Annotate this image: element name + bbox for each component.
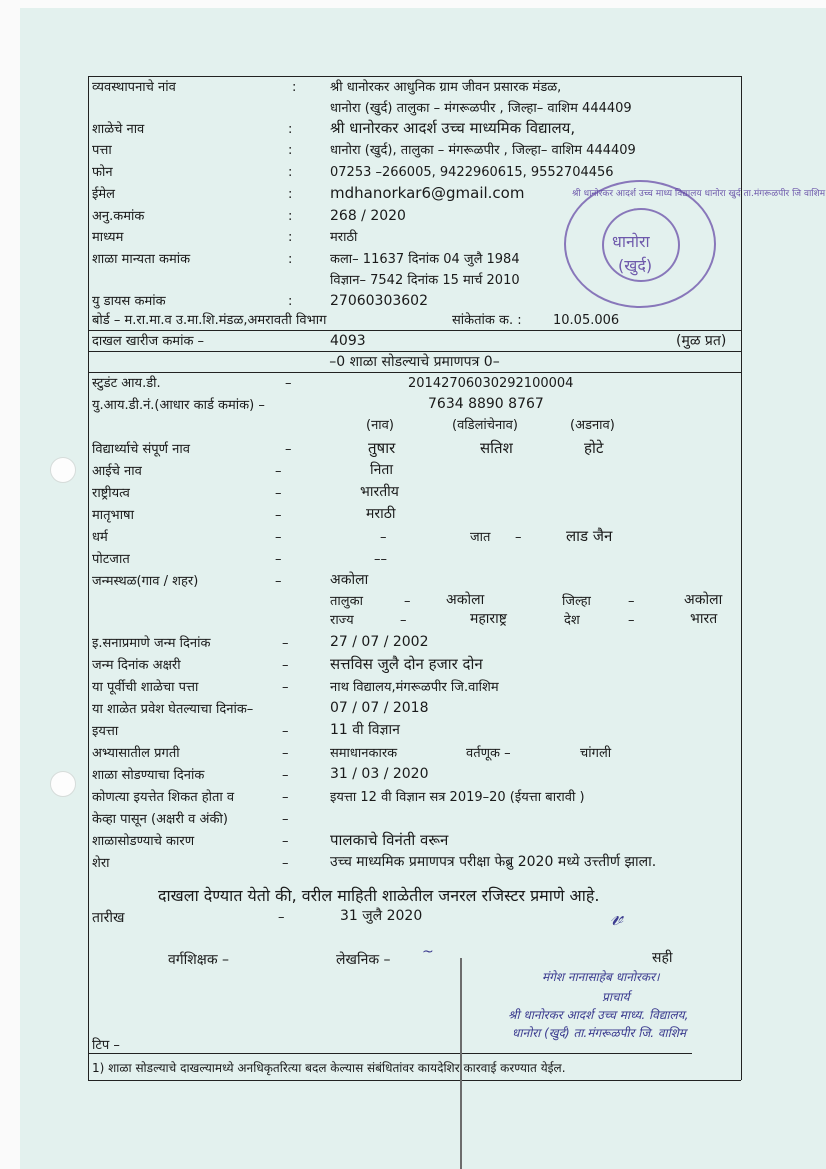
studying-class-value: इयत्ता 12 वी विज्ञान सत्र 2019–20 (ईयत्ता बारावी )	[330, 790, 585, 805]
separator: –	[282, 680, 289, 695]
page-edge-left	[0, 0, 20, 1169]
principal-name: मंगेश नानासाहेब धानोरकर।	[542, 970, 660, 984]
divider	[88, 351, 741, 352]
clerk-label: लेखनिक –	[336, 952, 391, 968]
principal-place: धानोरा (खुर्द) ता.मंगरूळपीर जि. वाशिम	[512, 1026, 687, 1040]
stamp-inner-text: (खुर्द)	[618, 256, 653, 275]
serial-number-label: अनु.कमांक	[92, 209, 145, 224]
separator: :	[288, 252, 293, 267]
separator: –	[282, 834, 289, 849]
school-name-value: श्री धानोरकर आदर्श उच्च माध्यमिक विद्यालय,	[330, 119, 576, 137]
note-label: टिप –	[92, 1038, 120, 1053]
stamp-inner-text: धानोरा	[612, 232, 650, 251]
nationality-label: राष्ट्रीयत्व	[92, 486, 130, 501]
separator: –	[282, 812, 289, 827]
nationality-value: भारतीय	[360, 484, 399, 500]
separator: –	[285, 442, 292, 457]
separator: –	[275, 508, 282, 523]
register-label: दाखल खारीज कमांक –	[92, 334, 205, 349]
since-when-label: केव्हा पासून (अक्षरी व अंकी)	[92, 812, 228, 827]
remarks-label: शेरा	[92, 856, 110, 871]
leaving-reason-value: पालकाचे विनंती वरून	[330, 831, 449, 849]
student-surname: होटे	[584, 439, 604, 457]
separator: :	[288, 165, 293, 180]
dob-label: इ.सनाप्रमाणे जन्म दिनांक	[92, 636, 211, 651]
stamp-outer-text: श्री धानोरकर आदर्श उच्च माध्य विद्यालय धानोरा खुर्द ता.मंगरूळपीर जि वाशिम	[572, 189, 826, 199]
dob-words-value: सत्तविस जुलै दोन हजार दोन	[330, 655, 483, 673]
country-label: देश	[564, 613, 580, 628]
address-label: पत्ता	[92, 143, 112, 158]
board-code-value: 10.05.006	[553, 313, 620, 328]
recognition-science: विज्ञान– 7542 दिनांक 15 मार्च 2010	[330, 273, 520, 288]
address-value: धानोरा (खुर्द), तालुका – मंगरूळपीर , जिल्हा– वाशिम 444409	[330, 143, 636, 158]
subcaste-value: ––	[374, 552, 387, 567]
religion-value: –	[380, 530, 387, 545]
leaving-reason-label: शाळासोडण्याचे कारण	[92, 834, 195, 849]
father-name-header: (वडिलांचेनाव)	[452, 418, 518, 433]
separator: –	[515, 530, 522, 545]
clerk-signature-mark: ~	[422, 944, 434, 960]
principal-title: प्राचार्य	[602, 990, 630, 1004]
mother-name-label: आईचे नाव	[92, 464, 142, 479]
separator: –	[282, 768, 289, 783]
surname-header: (अडनाव)	[570, 418, 615, 433]
religion-label: धर्म	[92, 530, 108, 545]
separator: :	[288, 122, 293, 137]
district-label: जिल्हा	[562, 594, 591, 609]
board-code-label: सांकेतांक क. :	[452, 313, 522, 328]
punch-hole	[50, 771, 76, 797]
class-teacher-label: वर्गशिक्षक –	[168, 952, 230, 968]
divider	[88, 330, 741, 331]
udise-label: यु डायस कमांक	[92, 294, 166, 309]
student-id-label: स्टुडंट आय.डी.	[92, 376, 161, 391]
caste-value: लाड जैन	[566, 527, 613, 545]
principal-school: श्री धानोरकर आदर्श उच्च माध्य. विद्यालय,	[508, 1008, 689, 1022]
note-text: 1) शाळा सोडल्याचे दाखल्यामध्ये अनधिकृतरित्या बदल केल्यास संबंधितांवर कायदेशिर कारवाई करण्यात येईल.	[92, 1061, 566, 1075]
birthplace-value: अकोला	[330, 572, 369, 588]
medium-label: माध्यम	[92, 230, 124, 245]
aadhaar-value: 7634 8890 8767	[428, 396, 544, 412]
student-id-value: 20142706030292100004	[408, 376, 574, 391]
sign-label: सही	[652, 950, 673, 966]
separator: :	[288, 209, 293, 224]
separator: –	[628, 613, 635, 628]
principal-signature-mark: 𝓋	[610, 902, 623, 932]
recognition-label: शाळा मान्यता कमांक	[92, 252, 191, 267]
management-label: व्यवस्थापनाचे नांव	[92, 80, 176, 95]
date-value: 31 जुलै 2020	[340, 908, 423, 924]
separator: –	[275, 464, 282, 479]
mother-name-value: निता	[370, 462, 394, 478]
leaving-date-label: शाळा सोडण्याचा दिनांक	[92, 768, 205, 783]
class-value: 11 वी विज्ञान	[330, 722, 400, 738]
medium-value: मराठी	[330, 230, 358, 245]
register-value: 4093	[330, 333, 366, 349]
separator: :	[292, 80, 297, 95]
caste-label: जात	[470, 530, 491, 545]
punch-hole	[50, 457, 76, 483]
separator: –	[628, 594, 635, 609]
name-header: (नाव)	[366, 418, 394, 433]
email-value: mdhanorkar6@gmail.com	[330, 184, 525, 202]
serial-number-value: 268 / 2020	[330, 208, 406, 224]
divider	[88, 372, 741, 373]
conduct-label: वर्तणूक –	[466, 746, 511, 761]
separator: –	[282, 724, 289, 739]
udise-value: 27060303602	[330, 293, 428, 309]
note-divider	[88, 1053, 692, 1054]
country-value: भारत	[690, 611, 718, 627]
original-copy-mark: (मुळ प्रत)	[676, 333, 727, 349]
frame-top	[88, 76, 741, 77]
separator: :	[288, 143, 293, 158]
separator: :	[288, 230, 293, 245]
page-edge-top	[0, 0, 826, 8]
separator: –	[275, 530, 282, 545]
frame-right	[741, 76, 742, 1080]
previous-school-label: या पूर्वीची शाळेचा पत्ता	[92, 680, 199, 695]
separator: –	[275, 552, 282, 567]
student-first-name: तुषार	[368, 439, 396, 457]
dob-value: 27 / 07 / 2002	[330, 634, 429, 650]
phone-label: फोन	[92, 165, 113, 180]
leaving-date-value: 31 / 03 / 2020	[330, 766, 429, 782]
frame-bottom	[88, 1080, 741, 1081]
taluka-label: तालुका	[330, 594, 363, 609]
separator: –	[282, 636, 289, 651]
binding-crease	[460, 958, 462, 1169]
remarks-value: उच्च माध्यमिक प्रमाणपत्र परीक्षा फेब्रु 2020 मध्ये उत्त्तीर्ण झाला.	[330, 854, 657, 870]
taluka-value: अकोला	[446, 592, 485, 608]
mother-tongue-label: मातृभाषा	[92, 508, 134, 523]
separator: :	[288, 187, 293, 202]
separator: –	[404, 594, 411, 609]
school-name-label: शाळेचे नाव	[92, 122, 145, 137]
student-name-label: विद्यार्थ्याचे संपूर्ण नाव	[92, 442, 190, 457]
date-label: तारीख	[92, 910, 125, 926]
board-text: बोर्ड – म.रा.मा.व उ.मा.शि.मंडळ,अमरावती विभाग	[92, 313, 327, 328]
studying-class-label: कोणत्या इयत्तेत शिकत होता व	[92, 790, 235, 805]
separator: –	[285, 376, 292, 391]
admission-date-label: या शाळेत प्रवेश घेतल्याचा दिनांक–	[92, 702, 254, 717]
frame-left	[88, 76, 89, 1080]
conduct-value: चांगली	[580, 746, 612, 761]
class-label: इयत्ता	[92, 724, 119, 739]
admission-date-value: 07 / 07 / 2018	[330, 700, 429, 716]
state-label: राज्य	[330, 613, 354, 628]
mother-tongue-value: मराठी	[366, 506, 396, 522]
separator: –	[282, 746, 289, 761]
separator: –	[282, 856, 289, 871]
district-value: अकोला	[684, 592, 723, 608]
separator: –	[282, 790, 289, 805]
certificate-title: –0 शाळा सोडल्याचे प्रमाणपत्र 0–	[329, 354, 500, 370]
recognition-arts: कला– 11637 दिनांक 04 जुलै 1984	[330, 252, 520, 267]
email-label: ईमेल	[92, 187, 115, 202]
separator: –	[282, 658, 289, 673]
progress-value: समाधानकारक	[330, 746, 398, 761]
separator: –	[275, 574, 282, 589]
separator: :	[288, 294, 293, 309]
phone-value: 07253 –266005, 9422960615, 9552704456	[330, 165, 614, 180]
progress-label: अभ्यासातील प्रगती	[92, 746, 180, 761]
separator: –	[400, 613, 407, 628]
separator: –	[278, 910, 285, 925]
separator: –	[275, 486, 282, 501]
state-value: महाराष्ट्र	[470, 611, 507, 627]
previous-school-value: नाथ विद्यालय,मंगरूळपीर जि.वाशिम	[330, 680, 499, 695]
declaration: दाखला देण्यात येतो की, वरील माहिती शाळेतील जनरल रजिस्टर प्रमाणे आहे.	[158, 886, 600, 905]
management-address: धानोरा (खुर्द) तालुका – मंगरूळपीर , जिल्हा– वाशिम 444409	[330, 101, 632, 116]
aadhaar-label: यु.आय.डी.नं.(आधार कार्ड कमांक) –	[92, 398, 265, 413]
dob-words-label: जन्म दिनांक अक्षरी	[92, 658, 181, 673]
student-father-name: सतिश	[480, 439, 513, 457]
birthplace-label: जन्मस्थळ(गाव / शहर)	[92, 574, 199, 589]
subcaste-label: पोटजात	[92, 552, 130, 567]
management-value: श्री धानोरकर आधुनिक ग्राम जीवन प्रसारक मंडळ,	[330, 80, 562, 95]
